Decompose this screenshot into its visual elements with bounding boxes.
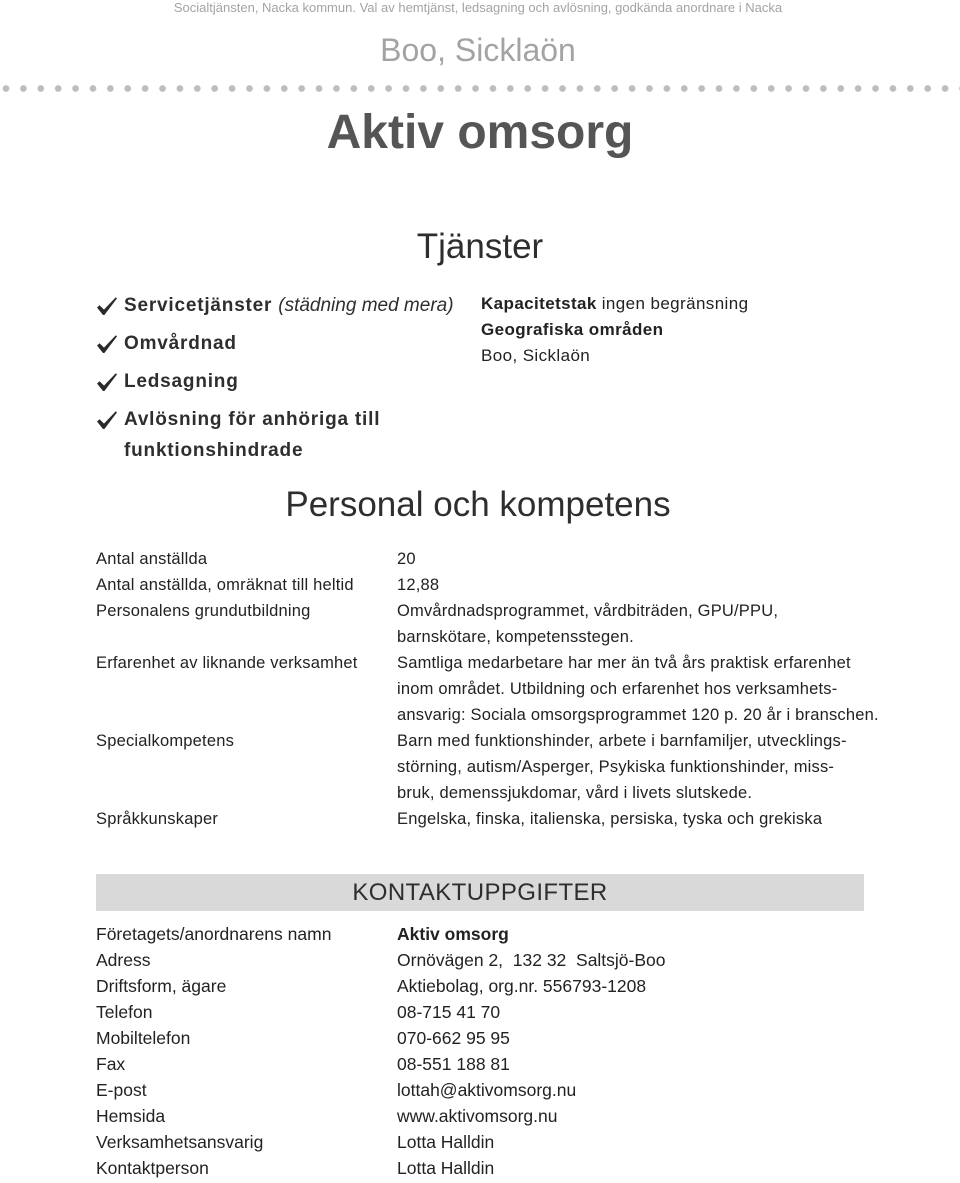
contact-value: lottah@aktivomsorg.nu: [397, 1080, 577, 1100]
staff-row: [96, 650, 896, 728]
service-item: [96, 290, 454, 321]
contact-row: [96, 1155, 896, 1181]
service-item: [96, 366, 454, 397]
staff-value-line: Omvårdnadsprogrammet, vårdbiträden, GPU/PPU,: [397, 602, 779, 620]
contact-value: Lotta Halldin: [397, 1158, 495, 1178]
contact-label: Fax: [96, 1054, 126, 1074]
contact-row: [96, 973, 896, 999]
staff-row: [96, 572, 896, 598]
staff-value: [397, 598, 896, 650]
contact-table: [96, 921, 896, 1181]
provider-name: Aktiv omsorg: [326, 106, 634, 159]
staff-value: [397, 650, 896, 728]
contact-label: Verksamhetsansvarig: [96, 1132, 264, 1152]
contact-heading-bar: [96, 874, 864, 911]
staff-value-line: Engelska, finska, italienska, persiska, tyska och grekiska: [397, 810, 823, 828]
area-title: Boo, Sicklaön: [380, 32, 576, 68]
staff-row: [96, 806, 896, 832]
staff-value-line: 20: [397, 550, 416, 568]
contact-value: 08-715 41 70: [397, 1002, 501, 1022]
service-info: [481, 291, 748, 369]
check-icon: [96, 372, 118, 392]
contact-label: Företagets/anordnarens namn: [96, 924, 332, 944]
contact-label: Adress: [96, 950, 151, 970]
contact-label: Kontaktperson: [96, 1158, 209, 1178]
contact-value: Ornövägen 2, 132 32 Saltsjö-Boo: [397, 950, 666, 970]
staff-label: Språkkunskaper: [96, 810, 219, 828]
contact-row: [96, 1051, 896, 1077]
staff-value-line: bruk, demenssjukdomar, vård i livets slutskede.: [397, 784, 753, 802]
check-icon: [96, 296, 118, 316]
contact-label: Mobiltelefon: [96, 1028, 191, 1048]
staff-value: [397, 728, 896, 806]
contact-value: Aktiebolag, org.nr. 556793-1208: [397, 976, 647, 996]
contact-value: Lotta Halldin: [397, 1132, 495, 1152]
contact-label: E-post: [96, 1080, 147, 1100]
contact-row: [96, 947, 896, 973]
staff-value-line: Samtliga medarbetare har mer än två års praktisk erfarenhet: [397, 654, 851, 672]
contact-label: Hemsida: [96, 1106, 166, 1126]
service-label: Servicetjänster: [124, 295, 273, 316]
staff-value-line: 12,88: [397, 576, 440, 594]
staff-value-line: ansvarig: Sociala omsorgsprogrammet 120 p. 20 år i branschen.: [397, 706, 879, 724]
staff-row: [96, 598, 896, 650]
staff-label: Personalens grundutbildning: [96, 602, 311, 620]
contact-row: [96, 1025, 896, 1051]
contact-row: [96, 921, 896, 947]
contact-value: 08-551 188 81: [397, 1054, 510, 1074]
capacity-value: ingen begränsning: [601, 294, 749, 313]
staff-label: Antal anställda, omräknat till heltid: [96, 576, 354, 594]
areas-value: Boo, Sicklaön: [481, 346, 591, 365]
service-label-line: funktionshindrade: [124, 440, 304, 461]
staff-row: [96, 546, 896, 572]
service-label-line: Avlösning för anhöriga till: [124, 409, 381, 430]
dotted-divider: [0, 84, 960, 93]
check-icon: [96, 334, 118, 354]
staff-value: [397, 572, 896, 598]
service-label: Ledsagning: [124, 371, 239, 392]
service-item: [96, 404, 454, 466]
capacity-line: [481, 291, 748, 317]
services-heading: Tjänster: [416, 227, 544, 266]
contact-row: [96, 1129, 896, 1155]
staff-label: Erfarenhet av liknande verksamhet: [96, 654, 358, 672]
staff-value-line: Barn med funktionshinder, arbete i barnfamiljer, utvecklings-: [397, 732, 847, 750]
contact-heading: KONTAKTUPPGIFTER: [352, 879, 608, 906]
staff-label: Antal anställda: [96, 550, 208, 568]
service-note: (städning med mera): [278, 295, 454, 316]
staff-value: [397, 546, 896, 572]
contact-label: Driftsform, ägare: [96, 976, 227, 996]
check-icon: [96, 410, 118, 430]
staff-value: [397, 806, 896, 832]
source-line: Socialtjänsten, Nacka kommun. Val av hemtjänst, ledsagning och avlösning, godkända anordnare i Nacka: [173, 0, 783, 15]
contact-row: [96, 999, 896, 1025]
service-item: [96, 328, 454, 359]
service-label: Omvårdnad: [124, 333, 237, 354]
service-list: [96, 290, 454, 473]
contact-row: [96, 1077, 896, 1103]
contact-value: 070-662 95 95: [397, 1028, 510, 1048]
areas-label: Geografiska områden: [481, 320, 664, 339]
staff-value-line: inom området. Utbildning och erfarenhet hos verksamhets-: [397, 680, 838, 698]
staff-label: Specialkompetens: [96, 732, 235, 750]
staff-table: [96, 546, 896, 832]
staff-value-line: störning, autism/Asperger, Psykiska funktionshinder, miss-: [397, 758, 835, 776]
staff-value-line: barnskötare, kompetensstegen.: [397, 628, 634, 646]
contact-value: Aktiv omsorg: [397, 924, 509, 944]
contact-value: www.aktivomsorg.nu: [397, 1106, 558, 1126]
staff-heading: Personal och kompetens: [285, 485, 671, 524]
contact-label: Telefon: [96, 1002, 153, 1022]
contact-row: [96, 1103, 896, 1129]
staff-row: [96, 728, 896, 806]
capacity-label: Kapacitetstak: [481, 294, 597, 313]
